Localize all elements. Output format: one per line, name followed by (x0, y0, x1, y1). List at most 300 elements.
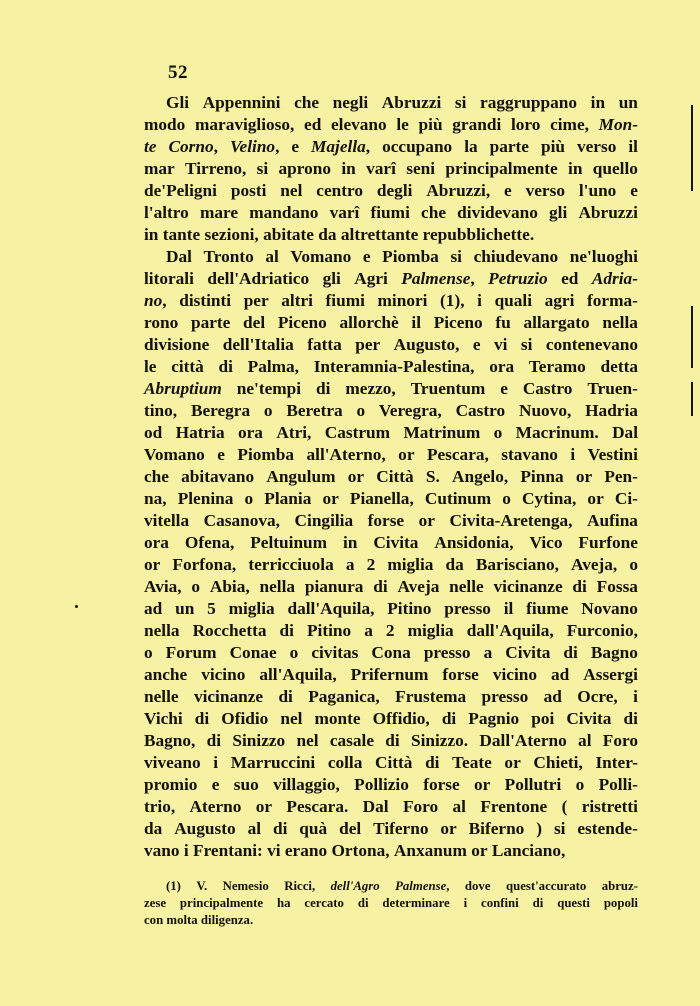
word (602, 878, 638, 895)
text: Nuovo, (518, 401, 572, 420)
word (615, 488, 638, 510)
text: divisione (144, 335, 210, 354)
word (599, 114, 638, 136)
word (307, 334, 342, 356)
text: Hadria (585, 401, 638, 420)
text: loro (510, 115, 541, 134)
word (144, 202, 189, 224)
text: Abruzzi (381, 93, 442, 112)
text: maraviglioso, (194, 115, 295, 134)
word (585, 400, 638, 422)
text: di (218, 357, 233, 376)
word (278, 686, 292, 708)
text: Hatria (175, 423, 225, 442)
word (549, 202, 567, 224)
word (425, 752, 439, 774)
word (401, 268, 474, 290)
word (468, 708, 519, 730)
text-line (144, 752, 638, 774)
text: trio, (144, 797, 176, 816)
word (179, 290, 231, 312)
word (221, 708, 268, 730)
word (588, 444, 638, 466)
text: di (385, 731, 400, 750)
text: Ortona, (331, 841, 390, 860)
text: di (316, 379, 331, 398)
text: Lanciano, (491, 841, 566, 860)
word (411, 378, 486, 400)
text-line (144, 686, 638, 708)
text: repubblichette. (422, 225, 535, 244)
text: Anxanum (393, 841, 467, 860)
word (341, 158, 355, 180)
text: agri (544, 291, 575, 310)
text: Pollutri (504, 775, 562, 794)
text: or (144, 555, 161, 574)
word (144, 290, 167, 312)
word (245, 488, 254, 510)
word (545, 290, 575, 312)
text: che (421, 203, 446, 222)
text: 2 (366, 555, 376, 574)
word (331, 114, 387, 136)
word (322, 488, 338, 510)
word (578, 532, 638, 554)
text: fiume (526, 599, 569, 618)
text: o (356, 401, 366, 420)
text: Pen- (604, 467, 638, 486)
text: pianura (304, 577, 364, 596)
word (386, 620, 395, 642)
word (315, 708, 361, 730)
word (516, 422, 599, 444)
word (426, 180, 490, 202)
word (446, 554, 464, 576)
paragraph (144, 246, 638, 862)
word (256, 796, 272, 818)
text: Appennini (202, 93, 281, 112)
text-line (144, 268, 638, 290)
word (519, 400, 571, 422)
text: popoli (603, 896, 638, 910)
word (440, 818, 456, 840)
word (474, 246, 559, 268)
word (175, 598, 194, 620)
word (506, 878, 586, 895)
word (195, 114, 294, 136)
word (284, 878, 315, 895)
word (494, 576, 563, 598)
text: altri (281, 291, 313, 310)
text: Tiferno (373, 819, 429, 838)
text: principalmente (445, 159, 558, 178)
word (144, 774, 197, 796)
italic-text: Mon- (598, 115, 638, 134)
text: Pescara, (426, 445, 489, 464)
text: e (211, 775, 220, 794)
word (629, 554, 638, 576)
text-line (144, 290, 638, 312)
word (442, 708, 456, 730)
text-line (144, 664, 638, 686)
word (557, 895, 590, 912)
text: molta (166, 913, 198, 927)
word (424, 642, 471, 664)
word (144, 895, 166, 912)
word (144, 840, 180, 862)
text: , (446, 879, 450, 893)
text: negli (332, 93, 369, 112)
text: dell'Adriatico (207, 269, 310, 288)
text: or (440, 819, 457, 838)
word (201, 912, 253, 929)
text: occupano (382, 137, 453, 156)
text: vicino (492, 665, 537, 684)
text: Civita-Aretenga, (449, 511, 573, 530)
text: gli (322, 269, 341, 288)
word (278, 312, 327, 334)
text-line (144, 818, 638, 840)
text: viveano (144, 753, 201, 772)
text: presso (423, 643, 471, 662)
body-text (144, 92, 638, 862)
word (144, 136, 156, 158)
word (452, 466, 508, 488)
text: la (464, 137, 478, 156)
word (200, 202, 238, 224)
text: Barisciano, (475, 555, 559, 574)
word (237, 378, 301, 400)
text: (1) (166, 879, 181, 893)
word (144, 686, 179, 708)
text: Cutinum (424, 489, 492, 508)
word (474, 774, 490, 796)
word (144, 796, 175, 818)
space (565, 840, 569, 862)
space (253, 912, 256, 929)
margin-rule (691, 306, 693, 368)
word (191, 400, 250, 422)
text-line (144, 422, 638, 444)
word (325, 422, 390, 444)
text: dall'Aquila, (287, 599, 375, 618)
word (323, 268, 341, 290)
text: or (474, 775, 491, 794)
text-line (144, 246, 638, 268)
word (373, 708, 430, 730)
text: di (272, 819, 288, 838)
text: or (398, 445, 415, 464)
italic-text: Majella (311, 137, 366, 156)
text: o (144, 643, 153, 662)
word (144, 312, 178, 334)
word (280, 180, 302, 202)
word (371, 642, 410, 664)
text: le (144, 357, 157, 376)
word (273, 774, 340, 796)
word (505, 774, 562, 796)
word (591, 642, 638, 664)
text: Beretra (286, 401, 343, 420)
word (501, 444, 558, 466)
text: si (454, 93, 467, 112)
word (176, 422, 225, 444)
word (330, 202, 360, 224)
text: principalmente (179, 896, 264, 910)
word (523, 312, 589, 334)
word (190, 796, 242, 818)
word (367, 554, 376, 576)
text: forma- (587, 291, 638, 310)
italic-text: te (144, 137, 157, 156)
text: casale (329, 731, 374, 750)
text-line (144, 136, 638, 158)
word (492, 840, 565, 862)
text: o (191, 577, 201, 596)
text: contenevano (545, 335, 638, 354)
text: a (364, 621, 373, 640)
word (563, 642, 577, 664)
text: Vomano (290, 247, 352, 266)
word (178, 488, 234, 510)
word (495, 312, 510, 334)
text-line (144, 730, 638, 752)
word (465, 878, 491, 895)
word (307, 444, 386, 466)
word (193, 840, 263, 862)
text: Vomano (144, 445, 205, 464)
word (144, 598, 162, 620)
word (624, 708, 638, 730)
text: Teate (452, 753, 492, 772)
text: cime, (550, 115, 589, 134)
word (350, 488, 414, 510)
text: e (362, 247, 371, 266)
margin-rule (691, 105, 693, 191)
text: aprono (278, 159, 332, 178)
word (144, 532, 169, 554)
paragraph (144, 92, 638, 246)
text: di (278, 687, 293, 706)
text: distinti (179, 291, 232, 310)
text: nelle (449, 577, 484, 596)
text: di (206, 731, 222, 750)
word (144, 620, 180, 642)
word (371, 202, 410, 224)
word (453, 796, 466, 818)
text: Piceno (277, 313, 327, 332)
word (207, 598, 216, 620)
word (363, 246, 371, 268)
word (403, 796, 438, 818)
text: sezioni, (204, 225, 259, 244)
word (243, 312, 265, 334)
word (471, 840, 487, 862)
word (592, 268, 638, 290)
text: Angelo, (452, 467, 509, 486)
word (249, 202, 318, 224)
text: abitate (263, 225, 314, 244)
text: Offidio, (372, 709, 430, 728)
word (286, 796, 348, 818)
text: V. (196, 879, 208, 893)
word (168, 136, 217, 158)
text: Beregra (190, 401, 251, 420)
word (144, 356, 156, 378)
word (502, 488, 511, 510)
text: di (373, 577, 388, 596)
word (476, 554, 559, 576)
text: Ansidonia, (434, 533, 514, 552)
text: poi (531, 709, 555, 728)
text: Tirreno, (185, 159, 247, 178)
word (587, 378, 638, 400)
word (250, 532, 327, 554)
text: da (445, 555, 464, 574)
word (219, 356, 233, 378)
word (533, 752, 582, 774)
text: del (243, 313, 266, 332)
text-line (144, 878, 638, 895)
text: tante (162, 225, 201, 244)
word (423, 774, 459, 796)
word (144, 268, 194, 290)
word (185, 158, 246, 180)
word (577, 136, 616, 158)
text: parte (190, 313, 231, 332)
text: dividevano (457, 203, 538, 222)
text: Furfone (578, 533, 638, 552)
text: or (587, 489, 604, 508)
word (144, 444, 205, 466)
text: Pollizio (354, 775, 409, 794)
text: promio (144, 775, 198, 794)
word (144, 158, 175, 180)
word (314, 356, 475, 378)
word (223, 334, 294, 356)
word (331, 840, 389, 862)
word (464, 136, 477, 158)
word (212, 774, 220, 796)
word (408, 620, 454, 642)
word (194, 686, 263, 708)
text: , (213, 137, 218, 156)
word (244, 290, 269, 312)
word (628, 136, 638, 158)
word (526, 598, 568, 620)
text: del (339, 819, 362, 838)
text: ora (489, 357, 515, 376)
text: Dal (166, 247, 192, 266)
text: Cingilia (294, 511, 354, 530)
word (144, 422, 162, 444)
text: ad (543, 687, 562, 706)
text: forse (442, 665, 479, 684)
word (144, 466, 169, 488)
word (452, 752, 492, 774)
word (445, 158, 557, 180)
word (356, 400, 365, 422)
word (144, 334, 209, 356)
word (595, 752, 638, 774)
word (263, 224, 314, 246)
text: (1), (440, 291, 465, 310)
text-line (144, 114, 638, 136)
text: raggruppano (480, 93, 578, 112)
text: terricciuola (248, 555, 334, 574)
word (144, 664, 187, 686)
text: mezzo, (345, 379, 396, 398)
text: estende- (577, 819, 638, 838)
word (265, 246, 278, 268)
word (166, 92, 189, 114)
italic-text: no (144, 291, 163, 310)
text: Furconio, (566, 621, 638, 640)
word (287, 598, 374, 620)
text-line (144, 554, 638, 576)
text: suo (233, 775, 259, 794)
text: or (347, 467, 365, 486)
word (561, 268, 578, 290)
word (533, 895, 544, 912)
text: elevano (331, 115, 387, 134)
text: miglia (387, 555, 434, 574)
text: Nemesio (222, 879, 269, 893)
word (248, 818, 261, 840)
text: dove (464, 879, 491, 893)
word (421, 202, 446, 224)
word (604, 895, 638, 912)
text-line (144, 895, 638, 912)
text: Foro (402, 797, 439, 816)
word (144, 730, 195, 752)
word (144, 642, 153, 664)
word (166, 642, 217, 664)
word (523, 378, 573, 400)
text-line (144, 598, 638, 620)
text: monte (314, 709, 361, 728)
text: con (144, 913, 164, 927)
text: Ofena, (184, 533, 235, 552)
text-line (144, 312, 638, 334)
text-line (144, 642, 638, 664)
word (229, 598, 275, 620)
word (195, 708, 209, 730)
word (385, 730, 399, 752)
word (171, 356, 204, 378)
text: Dall'Aterno (479, 731, 567, 750)
word (294, 92, 319, 114)
word (166, 246, 192, 268)
word (291, 136, 299, 158)
word (482, 686, 529, 708)
text: ) (536, 819, 543, 838)
text: ne'luoghi (569, 247, 638, 266)
word (286, 400, 342, 422)
text: Pagnio (468, 709, 520, 728)
word (403, 422, 480, 444)
word (529, 356, 586, 378)
word (231, 752, 315, 774)
word (511, 114, 540, 136)
text: e (500, 379, 508, 398)
text: Civita (373, 533, 419, 552)
text: or (418, 511, 435, 530)
word (395, 878, 449, 895)
text: a (345, 555, 355, 574)
text: Augusto, (393, 335, 460, 354)
word (290, 642, 299, 664)
